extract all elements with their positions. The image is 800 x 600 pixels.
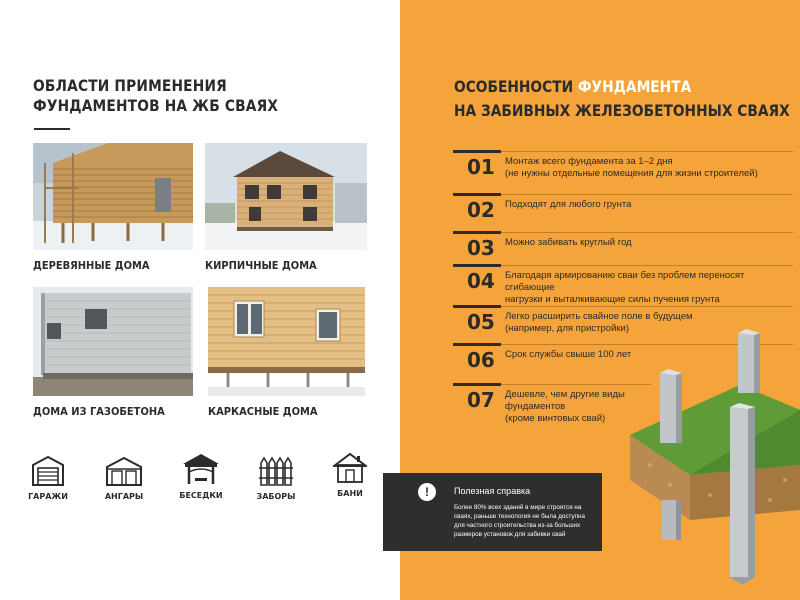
feature-text-line: Легко расширить свайное поле в будущем <box>505 311 693 322</box>
features-title <box>454 75 790 123</box>
title-underline <box>34 128 70 130</box>
use-hangars-label: АНГАРЫ <box>104 492 144 501</box>
feature-text-line: Подходят для любого грунта <box>505 199 632 210</box>
feature-item <box>453 150 798 188</box>
features-title-line1 <box>454 75 790 99</box>
features-title-line2: НА ЗАБИВНЫХ ЖЕЛЕЗОБЕТОННЫХ СВАЯХ <box>454 101 790 120</box>
use-bathhouses <box>320 452 380 498</box>
feature-item <box>453 193 798 229</box>
info-title: Полезная справка <box>454 486 531 496</box>
use-gazebos <box>171 452 231 500</box>
caption-brick-houses: КИРПИЧНЫЕ ДОМА <box>205 259 317 272</box>
applications-title <box>33 76 325 116</box>
fence-icon <box>259 455 293 487</box>
features-title-accent: ФУНДАМЕНТА <box>577 77 692 96</box>
info-box <box>383 473 602 551</box>
feature-number: 02 <box>467 198 495 222</box>
photo-wooden-house <box>33 143 193 250</box>
applications-title-line2: ФУНДАМЕНТОВ НА ЖБ СВАЯХ <box>33 96 279 115</box>
use-garages <box>18 455 78 501</box>
info-body <box>454 503 594 539</box>
feature-bar <box>453 150 501 153</box>
feature-divider <box>501 194 793 195</box>
feature-number: 05 <box>467 310 495 334</box>
feature-bar <box>453 343 501 346</box>
use-garages-label: ГАРАЖИ <box>28 492 68 501</box>
photo-frame-house <box>208 287 365 396</box>
caption-wooden-houses: ДЕРЕВЯННЫЕ ДОМА <box>33 259 150 272</box>
info-body-line: размеров установок для забивки свай <box>454 531 566 538</box>
feature-item <box>453 264 798 304</box>
bathhouse-icon <box>333 452 367 484</box>
applications-title-line1: ОБЛАСТИ ПРИМЕНЕНИЯ <box>33 76 227 95</box>
feature-divider <box>501 151 793 152</box>
feature-divider <box>501 232 793 233</box>
feature-number: 01 <box>467 155 495 179</box>
photo-aerated-concrete-house <box>33 287 193 396</box>
feature-text <box>505 156 795 180</box>
hangar-icon <box>105 455 143 487</box>
feature-text-line: Монтаж всего фундамента за 1–2 дня <box>505 156 673 167</box>
info-body-line: Более 80% всех зданий в мире строятся на <box>454 504 582 511</box>
feature-bar <box>453 383 501 386</box>
use-bathhouses-label: БАНИ <box>337 489 363 498</box>
feature-bar <box>453 264 501 267</box>
feature-divider <box>501 306 793 307</box>
feature-text-line: Срок службы свыше 100 лет <box>505 349 632 360</box>
info-body-line: для частного строительства из-за больших <box>454 522 581 529</box>
feature-number: 04 <box>467 269 495 293</box>
photo-brick-house <box>205 143 367 250</box>
caption-frame-houses: КАРКАСНЫЕ ДОМА <box>208 405 318 418</box>
feature-text <box>505 237 795 249</box>
caption-aerated-concrete-houses: ДОМА ИЗ ГАЗОБЕТОНА <box>33 405 165 418</box>
feature-text <box>505 199 795 211</box>
feature-text-line: Благодаря армированию сваи без проблем переносят сгибающие <box>505 270 745 293</box>
feature-bar <box>453 231 501 234</box>
feature-text-line: фундаментов <box>505 401 566 412</box>
feature-text-line: (кроме винтовых свай) <box>505 413 606 424</box>
use-fences <box>246 455 306 501</box>
feature-text-line: (не нужны отдельные помещения для жизни строителей) <box>505 168 758 179</box>
feature-bar <box>453 193 501 196</box>
piles-illustration <box>620 325 800 585</box>
gazebo-icon <box>181 452 221 486</box>
feature-item <box>453 231 798 267</box>
feature-bar <box>453 305 501 308</box>
garage-icon <box>31 455 65 487</box>
feature-text-line: Дешевле, чем другие виды <box>505 389 625 400</box>
feature-text <box>505 270 795 306</box>
feature-divider <box>501 265 793 266</box>
feature-text-line: Можно забивать круглый год <box>505 237 632 248</box>
use-fences-label: ЗАБОРЫ <box>256 492 296 501</box>
exclamation-icon: ! <box>418 483 436 501</box>
use-hangars <box>94 455 154 501</box>
feature-text-line: (например, для пристройки) <box>505 323 630 334</box>
feature-number: 07 <box>467 388 495 412</box>
feature-number: 06 <box>467 348 495 372</box>
feature-text-line: нагрузки и выталкивающие силы пучения грунта <box>505 294 720 305</box>
feature-number: 03 <box>467 236 495 260</box>
info-body-line: сваях, раньше технология не была доступна <box>454 513 586 520</box>
use-gazebos-label: БЕСЕДКИ <box>179 491 223 500</box>
features-title-part1: ОСОБЕННОСТИ <box>454 77 578 96</box>
